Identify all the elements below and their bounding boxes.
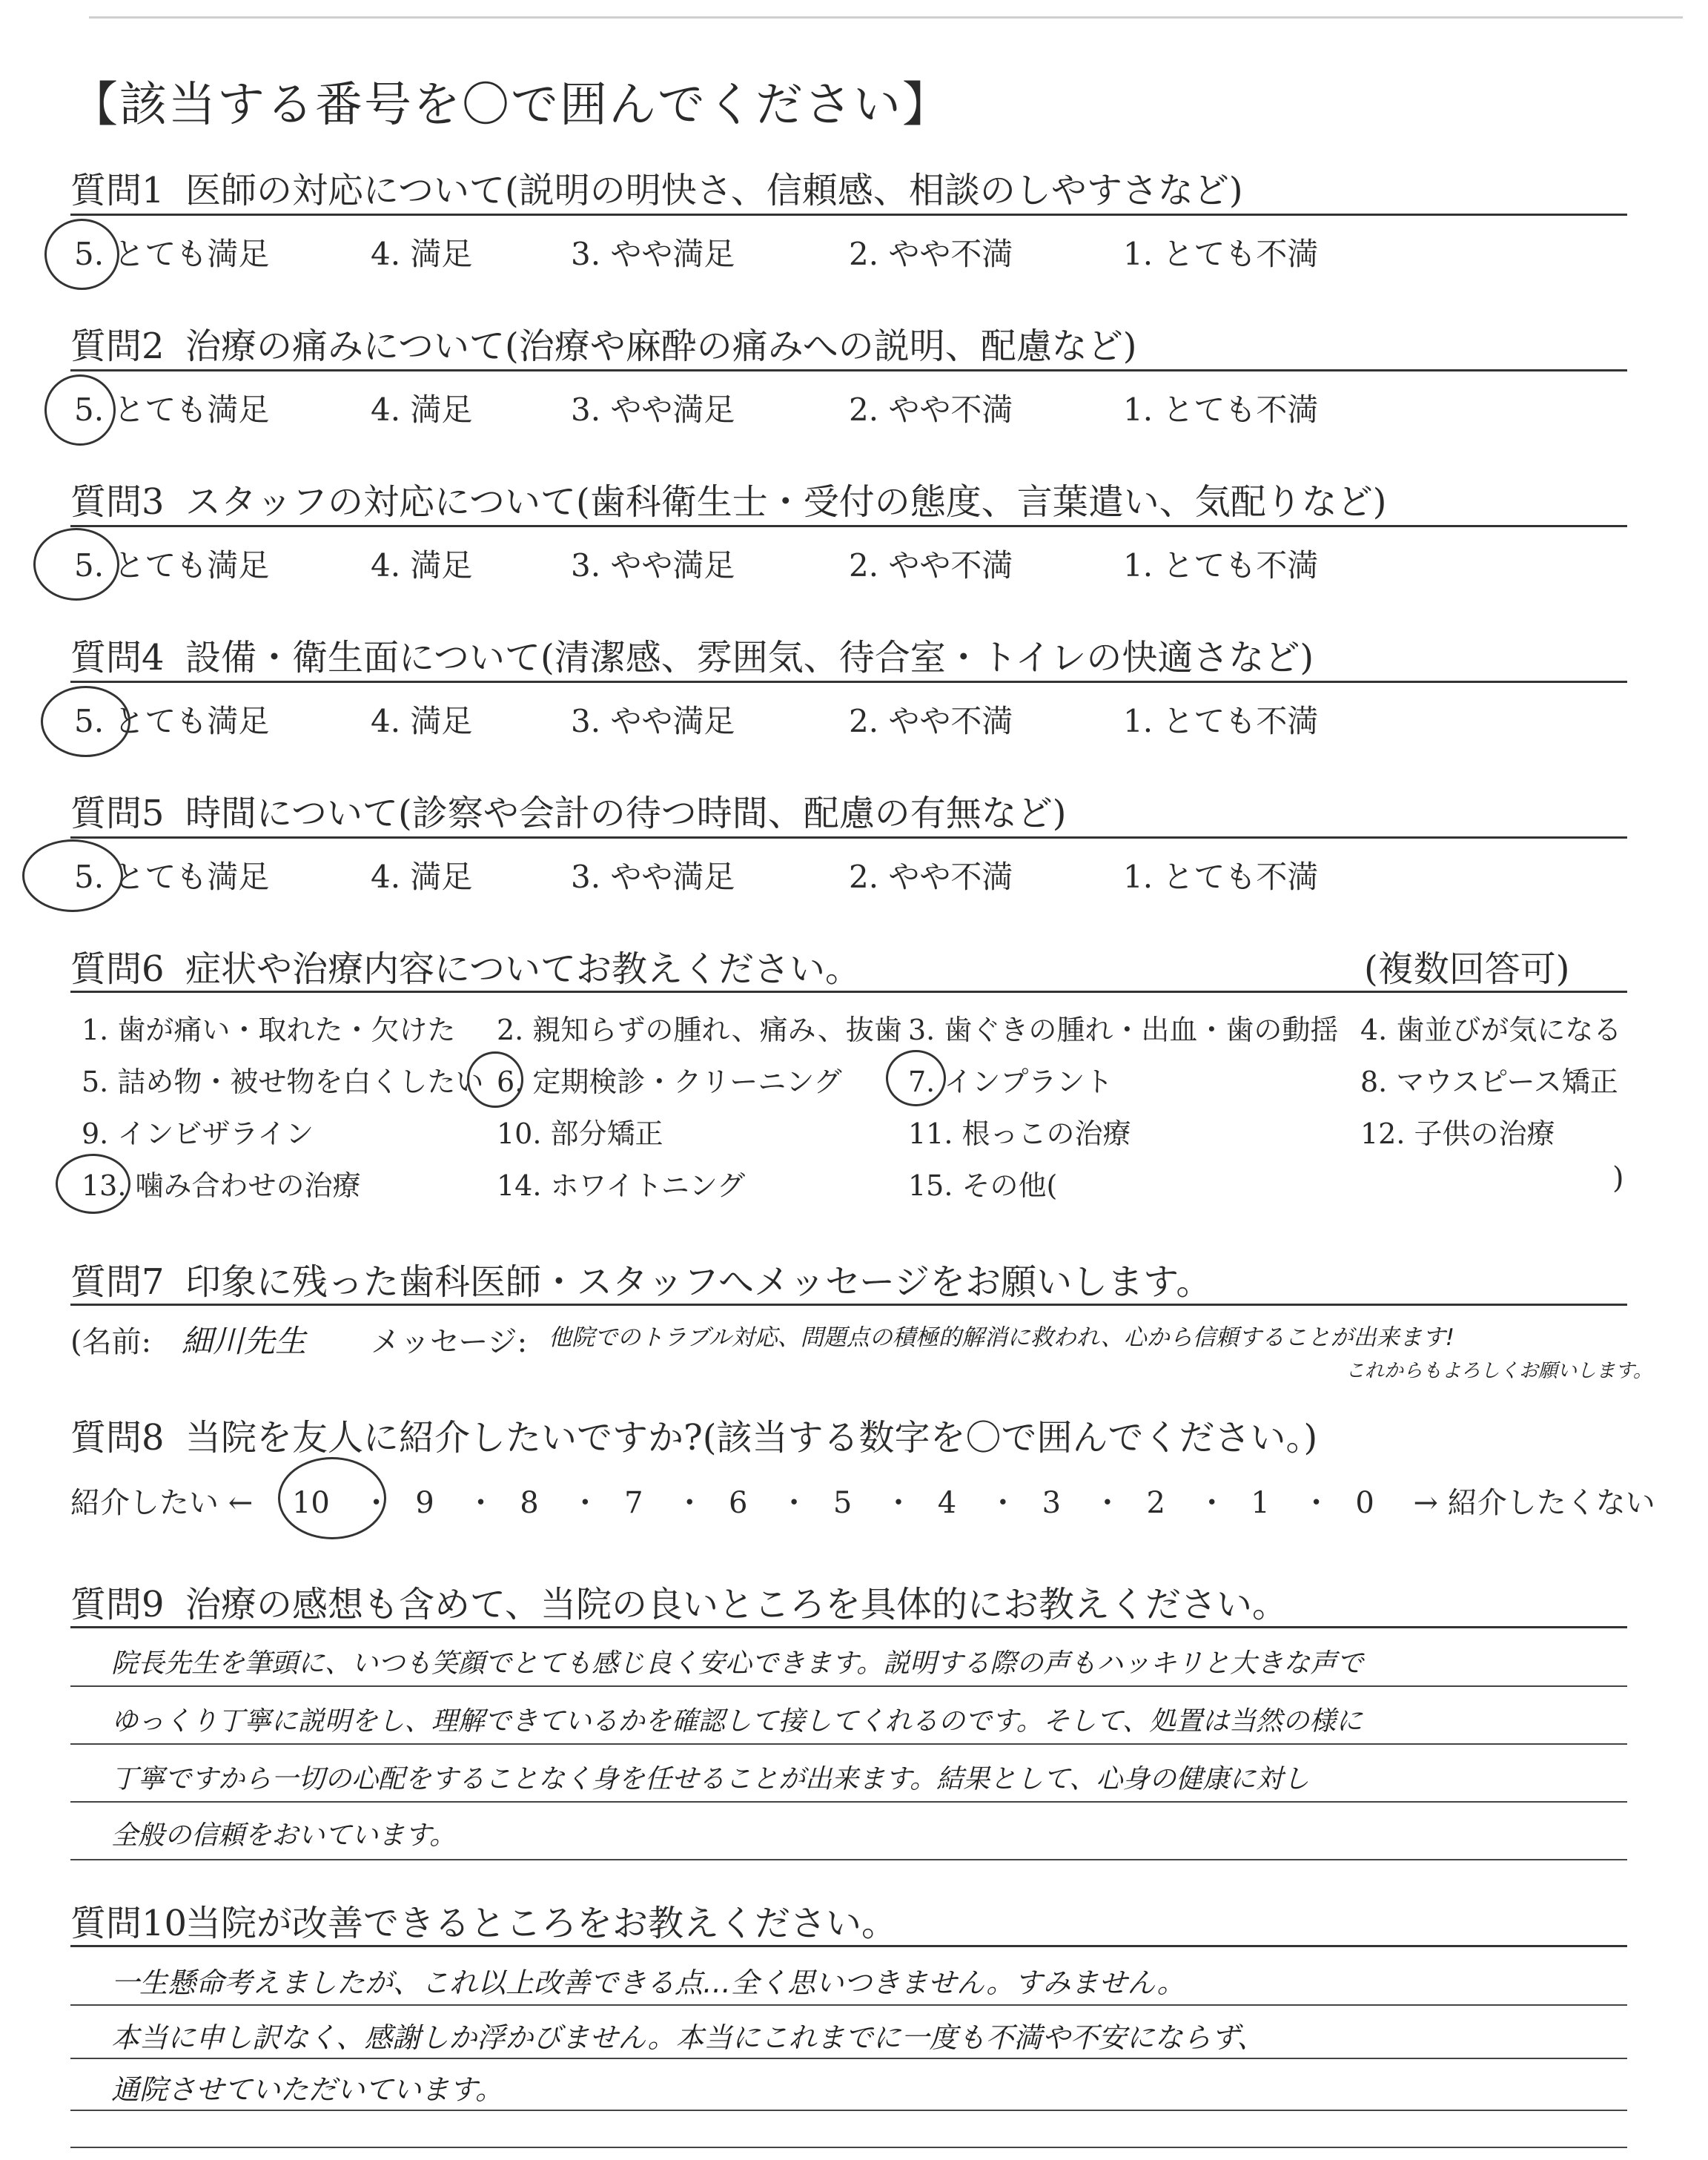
scale-5[interactable]: 5 <box>833 1486 853 1520</box>
selected-mark-6 <box>467 1051 523 1108</box>
option-5[interactable]: 5. とても満足 <box>74 392 270 428</box>
question-number: 質問10 <box>70 1903 188 1944</box>
other-close-paren: ) <box>1612 1161 1624 1195</box>
option-5[interactable]: 5. とても満足 <box>74 703 270 739</box>
symptom-option-9[interactable]: 9. インビザライン <box>82 1117 314 1150</box>
symptom-option-5[interactable]: 5. 詰め物・被せ物を白くしたい <box>82 1066 484 1098</box>
selected-mark <box>22 839 123 912</box>
question-rule <box>70 1626 1627 1628</box>
message-line-1[interactable]: 他院でのトラブル対応、問題点の積極的解消に救われ、心から信頼することが出来ます! <box>549 1324 1455 1351</box>
option-5[interactable]: 5. とても満足 <box>74 236 270 272</box>
question-number: 質問6 <box>70 948 165 990</box>
question-text: 治療の痛みについて(治療や麻酔の痛みへの説明、配慮など) <box>185 326 1137 367</box>
option-2[interactable]: 2. やや不満 <box>849 703 1013 739</box>
selected-mark-13 <box>56 1154 130 1214</box>
symptom-option-6[interactable]: 6. 定期検診・クリーニング <box>497 1066 842 1098</box>
symptom-option-2[interactable]: 2. 親知らずの腫れ、痛み、抜歯 <box>497 1014 902 1046</box>
option-2[interactable]: 2. やや不満 <box>849 547 1013 584</box>
scale-4[interactable]: 4 <box>937 1486 957 1520</box>
selected-mark-7 <box>886 1050 946 1106</box>
answer-line-2[interactable]: ゆっくり丁寧に説明をし、理解できているかを確認して接してくれるのです。そして、処置は当然の様に <box>111 1706 1363 1737</box>
writing-line <box>70 2110 1627 2111</box>
answer-line-3[interactable]: 丁寧ですから一切の心配をすることなく身を任せることが出来ます。結果として、心身の健康に対し <box>111 1764 1310 1794</box>
top-rule <box>89 16 1683 19</box>
writing-line <box>70 2004 1627 2006</box>
question-rule <box>70 991 1627 993</box>
question-number: 質問9 <box>70 1584 165 1625</box>
question-text: 印象に残った歯科医師・スタッフへメッセージをお願いします。 <box>185 1261 1212 1303</box>
option-2[interactable]: 2. やや不満 <box>849 859 1013 895</box>
symptom-option-1[interactable]: 1. 歯が痛い・取れた・欠けた <box>82 1014 456 1046</box>
option-3[interactable]: 3. やや満足 <box>571 392 735 428</box>
scale-right-label: → 紹介したくない <box>1413 1486 1655 1520</box>
option-5[interactable]: 5. とても満足 <box>74 547 270 584</box>
option-3[interactable]: 3. やや満足 <box>571 703 735 739</box>
rating-options <box>70 230 1627 274</box>
message-line-2[interactable]: これからもよろしくお願いします。 <box>1345 1360 1652 1382</box>
scale-3[interactable]: 3 <box>1042 1486 1062 1520</box>
scale-8[interactable]: 8 <box>520 1486 539 1520</box>
symptom-option-7[interactable]: 7. インプラント <box>908 1066 1113 1098</box>
scale-0[interactable]: 0 <box>1355 1486 1374 1520</box>
recommend-scale: 紹介したい ← 10 ・ 9 ・ 8 ・ 7 ・ 6 ・ 5 ・ 4 ・ 3 ・ 2 ・ 1 ・ 0 → 紹介したくない <box>70 1479 1655 1522</box>
option-1[interactable]: 1. とても不満 <box>1123 703 1319 739</box>
selected-mark <box>44 219 119 290</box>
writing-line <box>70 1743 1627 1745</box>
question-rule <box>70 525 1627 527</box>
symptom-option-10[interactable]: 10. 部分矯正 <box>497 1117 663 1150</box>
rating-options <box>70 541 1627 586</box>
question-rule <box>70 1304 1627 1306</box>
scale-1[interactable]: 1 <box>1251 1486 1270 1520</box>
name-label: (名前: <box>70 1325 152 1359</box>
rating-options <box>70 386 1627 430</box>
question-text: 医師の対応について(説明の明快さ、信頼感、相談のしやすさなど) <box>185 170 1243 211</box>
option-3[interactable]: 3. やや満足 <box>571 547 735 584</box>
writing-line <box>70 2147 1627 2148</box>
symptom-option-3[interactable]: 3. 歯ぐきの腫れ・出血・歯の動揺 <box>908 1014 1339 1046</box>
writing-line <box>70 1685 1627 1687</box>
writing-line <box>70 1859 1627 1860</box>
option-1[interactable]: 1. とても不満 <box>1123 236 1319 272</box>
question-number: 質問2 <box>70 326 165 367</box>
question-rule <box>70 214 1627 216</box>
answer-line-1[interactable]: 院長先生を筆頭に、いつも笑顔でとても感じ良く安心できます。説明する際の声もハッキリと大きな声で <box>111 1648 1364 1679</box>
selected-mark <box>33 528 119 601</box>
question-number: 質問4 <box>70 637 165 678</box>
question-rule <box>70 836 1627 839</box>
symptom-option-12[interactable]: 12. 子供の治療 <box>1360 1117 1555 1150</box>
option-1[interactable]: 1. とても不満 <box>1123 547 1319 584</box>
scale-2[interactable]: 2 <box>1146 1486 1165 1520</box>
option-4[interactable]: 4. 満足 <box>371 236 473 272</box>
name-value[interactable]: 細川先生 <box>182 1323 307 1359</box>
improvement-line-3[interactable]: 通院させていただいています。 <box>111 2073 503 2106</box>
option-4[interactable]: 4. 満足 <box>371 392 473 428</box>
question-text: 症状や治療内容についてお教えください。 <box>185 948 861 990</box>
question-number: 質問8 <box>70 1417 165 1459</box>
scale-7[interactable]: 7 <box>624 1486 643 1520</box>
question-text: 時間について(診察や会計の待つ時間、配慮の有無など) <box>185 793 1067 834</box>
symptom-option-13[interactable]: 13. 噛み合わせの治療 <box>82 1169 361 1202</box>
page-title: 【該当する番号を〇で囲んでください】 <box>70 78 951 133</box>
symptom-option-4[interactable]: 4. 歯並びが気になる <box>1360 1014 1622 1046</box>
question-text: スタッフの対応について(歯科衛生士・受付の態度、言葉遣い、気配りなど) <box>185 481 1387 523</box>
scale-9[interactable]: 9 <box>415 1486 434 1520</box>
option-5[interactable]: 5. とても満足 <box>74 859 270 895</box>
question-number: 質問5 <box>70 793 165 834</box>
option-4[interactable]: 4. 満足 <box>371 859 473 895</box>
writing-line <box>70 1801 1627 1803</box>
question-text: 当院を友人に紹介したいですか?(該当する数字を〇で囲んでください。) <box>185 1417 1318 1459</box>
selected-mark <box>44 374 116 446</box>
question-rule <box>70 1945 1627 1947</box>
improvement-line-2[interactable]: 本当に申し訳なく、感謝しか浮かびません。本当にこれまでに一度も不満や不安にならず、 <box>111 2021 1265 2054</box>
question-number: 質問3 <box>70 481 165 523</box>
selected-mark <box>278 1457 386 1539</box>
symptom-option-15[interactable]: 15. その他( <box>908 1169 1058 1202</box>
symptom-option-14[interactable]: 14. ホワイトニング <box>497 1169 746 1202</box>
scale-6[interactable]: 6 <box>728 1486 748 1520</box>
improvement-line-1[interactable]: 一生懸命考えましたが、これ以上改善できる点…全く思いつきません。すみません。 <box>111 1966 1185 1999</box>
selected-mark <box>41 686 130 757</box>
rating-options <box>70 697 1627 742</box>
answer-line-4[interactable]: 全般の信頼をおいています。 <box>111 1820 457 1851</box>
option-1[interactable]: 1. とても不満 <box>1123 392 1319 428</box>
question-text: 設備・衛生面について(清潔感、雰囲気、待合室・トイレの快適さなど) <box>185 637 1314 678</box>
scale-left-label: 紹介したい ← <box>70 1486 254 1520</box>
question-number: 質問7 <box>70 1261 165 1303</box>
symptom-option-8[interactable]: 8. マウスピース矯正 <box>1360 1066 1618 1098</box>
symptom-option-11[interactable]: 11. 根っこの治療 <box>908 1117 1131 1150</box>
option-4[interactable]: 4. 満足 <box>371 703 473 739</box>
option-4[interactable]: 4. 満足 <box>371 547 473 584</box>
question-number: 質問1 <box>70 170 165 211</box>
option-2[interactable]: 2. やや不満 <box>849 392 1013 428</box>
question-text: 当院が改善できるところをお教えください。 <box>185 1903 898 1944</box>
message-label: メッセージ: <box>371 1325 528 1359</box>
question-text: 治療の感想も含めて、当院の良いところを具体的にお教えください。 <box>185 1584 1288 1625</box>
option-2[interactable]: 2. やや不満 <box>849 236 1013 272</box>
multiple-answer-note: (複数回答可) <box>1364 948 1570 990</box>
scale-10[interactable]: 10 <box>291 1486 330 1520</box>
question-rule <box>70 681 1627 683</box>
question-rule <box>70 369 1627 371</box>
option-3[interactable]: 3. やや満足 <box>571 236 735 272</box>
rating-options <box>70 853 1627 897</box>
option-1[interactable]: 1. とても不満 <box>1123 859 1319 895</box>
option-3[interactable]: 3. やや満足 <box>571 859 735 895</box>
writing-line <box>70 2058 1627 2059</box>
